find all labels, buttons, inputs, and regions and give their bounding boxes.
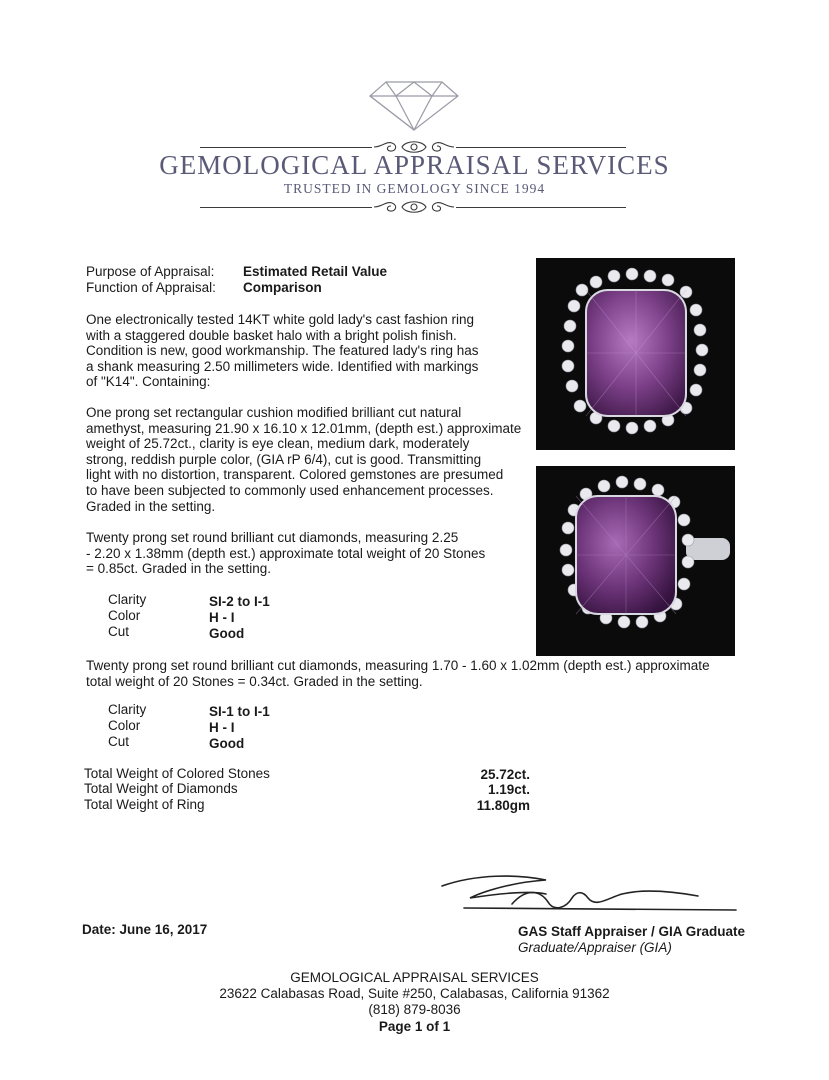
- ring-photo-angle: [536, 466, 735, 656]
- description-line: a shank measuring 2.50 millimeters wide. Identified with markings: [86, 358, 479, 374]
- description-line: Twenty prong set round brilliant cut diamonds, measuring 1.70 - 1.60 x 1.02mm (depth est.) approximate: [86, 658, 710, 673]
- footer-address: 23622 Calabasas Road, Suite #250, Calabasas, California 91362: [219, 986, 610, 1001]
- function-label: Function of Appraisal:: [86, 280, 216, 295]
- description-line: One electronically tested 14KT white gold lady's cast fashion ring: [86, 312, 475, 327]
- description-line: One prong set rectangular cushion modified brilliant cut natural: [86, 405, 462, 420]
- total-value: 25.72ct.: [480, 767, 530, 782]
- signature: [436, 868, 746, 918]
- purpose-label: Purpose of Appraisal:: [86, 264, 215, 279]
- grade-value: H - I: [209, 720, 235, 735]
- description-line: of "K14". Containing:: [86, 374, 211, 390]
- page-number: Page 1 of 1: [378, 1019, 451, 1034]
- description-line: Twenty prong set round brilliant cut diamonds, measuring 2.25: [86, 530, 459, 545]
- purpose-value: Estimated Retail Value: [243, 264, 388, 279]
- tagline: TRUSTED IN GEMOLOGY SINCE 1994: [283, 181, 546, 196]
- grade-value: Good: [209, 736, 245, 751]
- description-line: with a staggered double basket halo with a bright polish finish.: [86, 327, 457, 343]
- appraiser-subtitle: Graduate/Appraiser (GIA): [518, 940, 672, 955]
- diamonds2-description: [86, 658, 710, 689]
- diamonds1-description: [86, 530, 485, 577]
- description-line: = 0.85ct. Graded in the setting.: [86, 561, 271, 577]
- grade-label: Cut: [108, 734, 130, 749]
- total-label: Total Weight of Ring: [84, 797, 205, 812]
- description-line: amethyst, measuring 21.90 x 16.10 x 12.01mm, (depth est.) approximate: [86, 420, 522, 436]
- description-line: light with no distortion, transparent. Colored gemstones are presumed: [86, 467, 504, 483]
- description-line: to have been subjected to commonly used enhancement processes.: [86, 482, 494, 498]
- grade-label: Clarity: [108, 702, 147, 717]
- description-line: strong, reddish purple color, (GIA rP 6/4), cut is good. Transmitting: [86, 451, 482, 467]
- grade-value: SI-1 to I-1: [209, 704, 270, 719]
- total-value: 11.80gm: [476, 798, 530, 813]
- grade-value: H - I: [209, 610, 235, 625]
- grade-value: Good: [209, 626, 245, 641]
- appraiser-title: GAS Staff Appraiser / GIA Graduate: [518, 924, 746, 939]
- function-value: Comparison: [243, 280, 322, 295]
- total-label: Total Weight of Colored Stones: [84, 766, 270, 781]
- grade-label: Color: [108, 718, 141, 733]
- description-line: Condition is new, good workmanship. The featured lady's ring has: [86, 343, 479, 359]
- total-label: Total Weight of Diamonds: [84, 781, 238, 796]
- description-line: weight of 25.72ct., clarity is eye clean, medium dark, moderately: [86, 436, 470, 452]
- description-line: Graded in the setting.: [86, 498, 216, 514]
- description-line: total weight of 20 Stones = 0.34ct. Graded in the setting.: [86, 673, 423, 689]
- company-name: GEMOLOGICAL APPRAISAL SERVICES: [159, 150, 670, 180]
- scroll-ornament-icon: [372, 197, 456, 217]
- grade-label: Clarity: [108, 592, 147, 607]
- total-value: 1.19ct.: [487, 782, 530, 797]
- footer-company: GEMOLOGICAL APPRAISAL SERVICES: [290, 970, 539, 985]
- amethyst-description: [86, 405, 521, 514]
- diamond-icon: [368, 80, 460, 132]
- appraisal-date: Date: June 16, 2017: [82, 922, 208, 937]
- grade-value: SI-2 to I-1: [209, 594, 270, 609]
- description-line: - 2.20 x 1.38mm (depth est.) approximate total weight of 20 Stones: [86, 545, 486, 561]
- footer-phone: (818) 879-8036: [368, 1002, 461, 1017]
- grade-label: Cut: [108, 624, 130, 639]
- ring-description: [86, 312, 479, 390]
- ring-photo-front: [536, 258, 735, 450]
- grade-label: Color: [108, 608, 141, 623]
